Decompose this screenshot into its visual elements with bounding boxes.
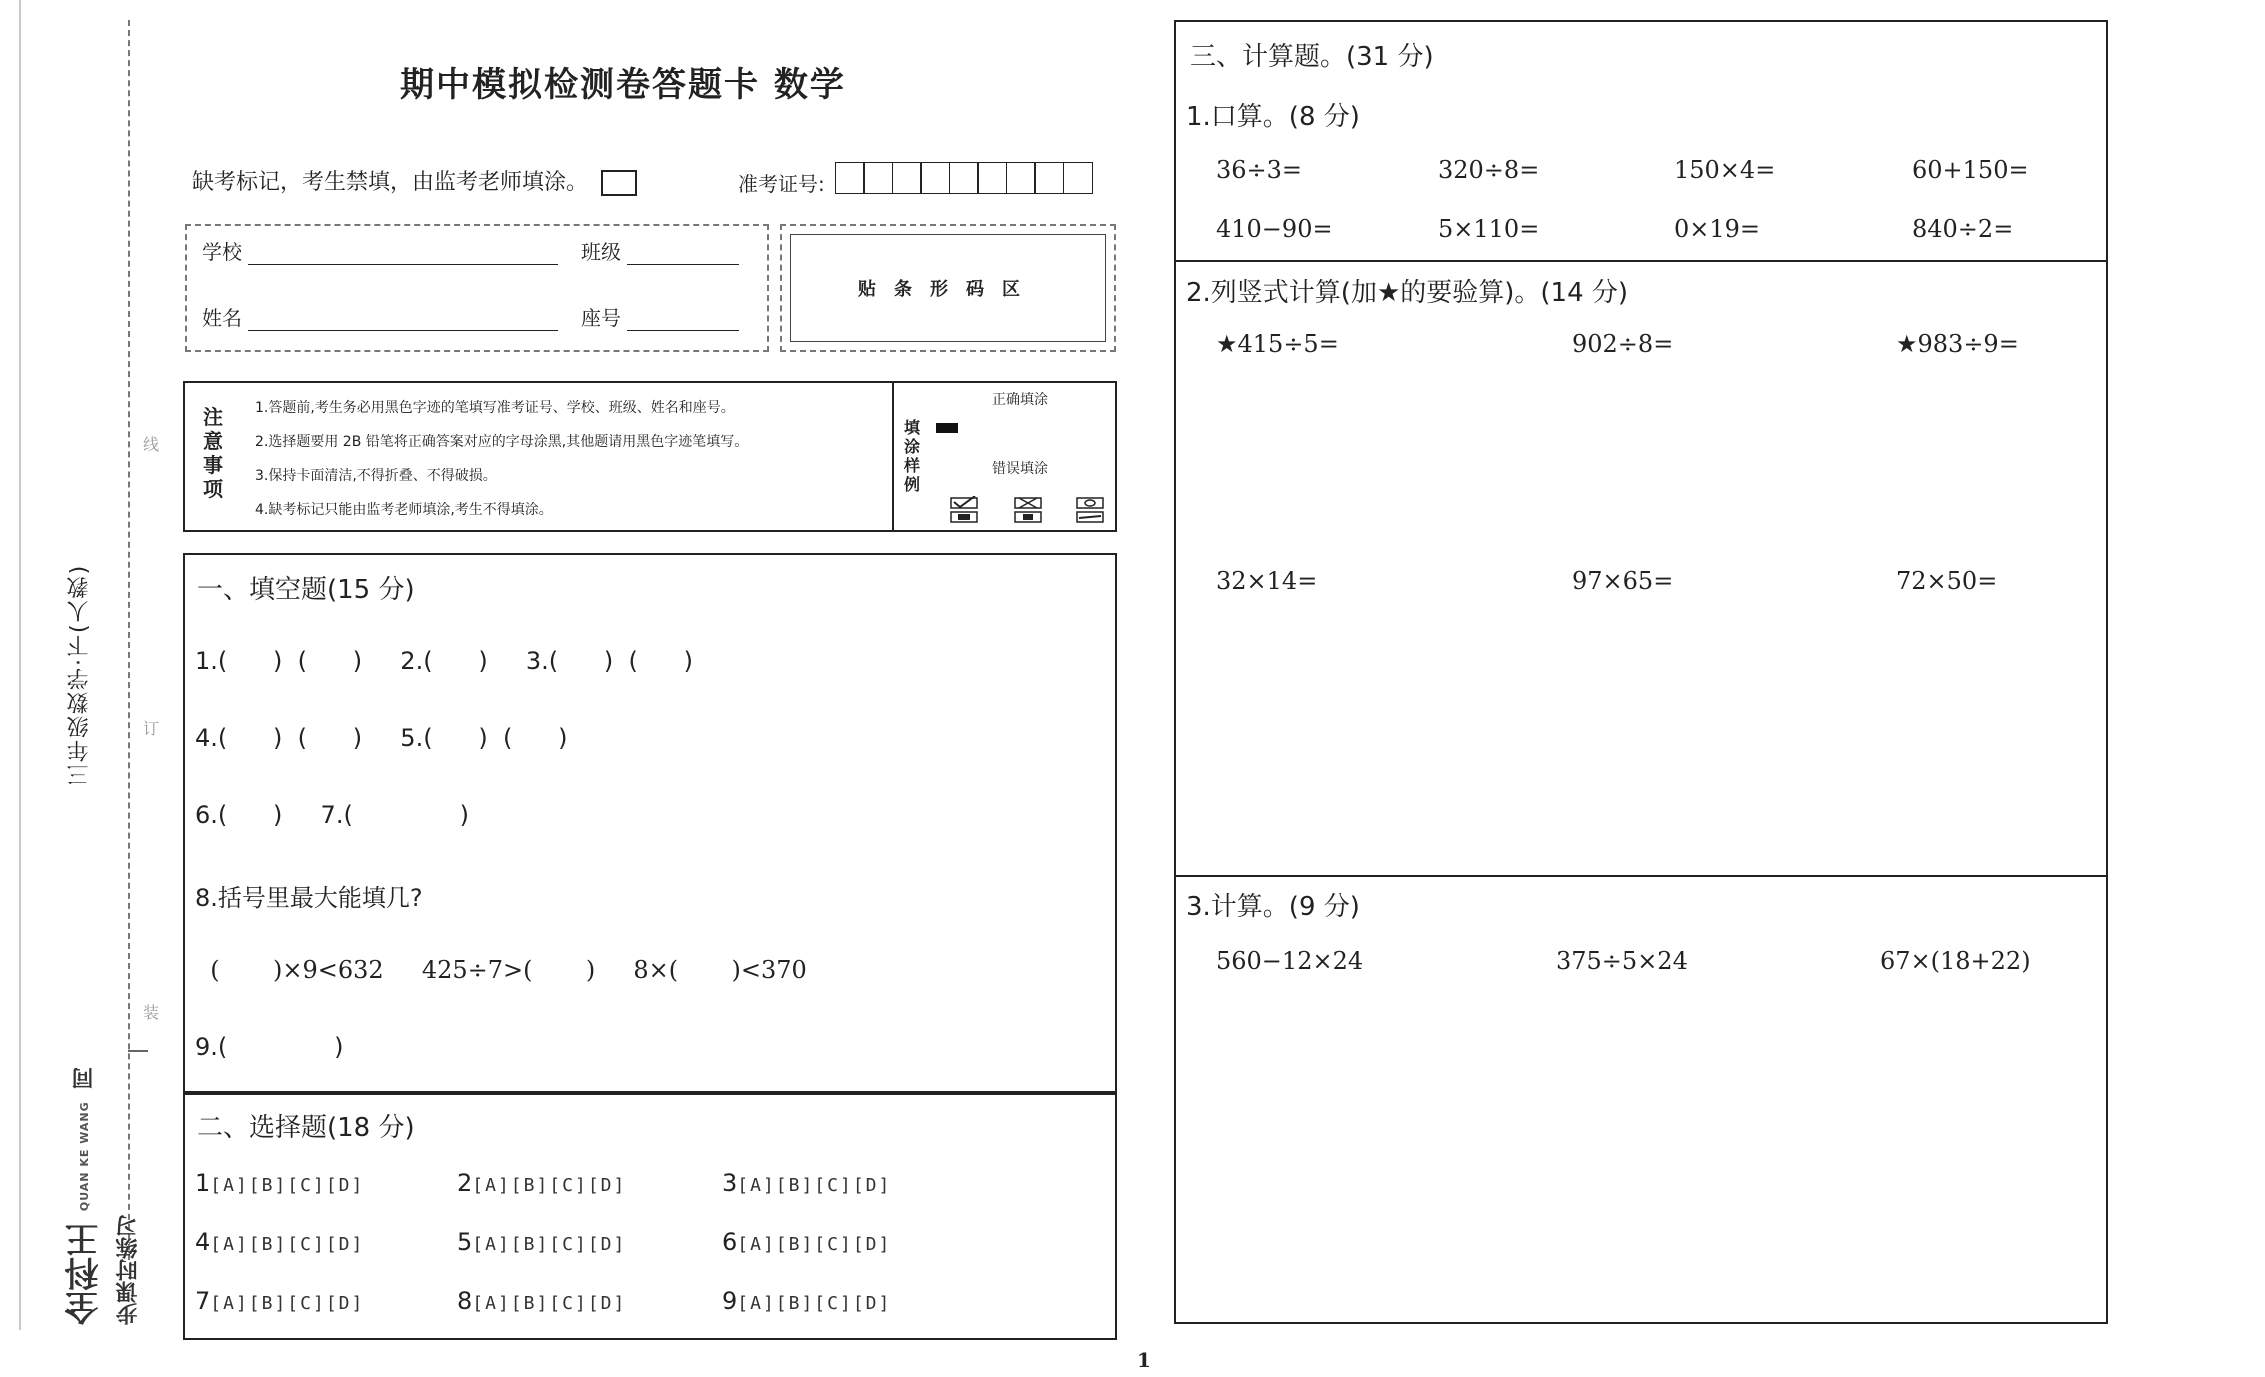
exam-no-label: 准考证号: [738, 172, 825, 196]
fill-blank-section [183, 553, 1117, 1095]
choice-q2[interactable]: 2[A][B][C][D] [457, 1169, 627, 1197]
notice-label: 注意事项 [203, 405, 223, 501]
brand-name: 全科王 [65, 1223, 105, 1325]
class-label: 班级 [581, 240, 621, 264]
oral-calc[interactable]: 410−90= [1216, 215, 1333, 243]
barcode-area [780, 224, 1116, 352]
notice-item: 2.选择题要用 2B 铅笔将正确答案对应的字母涂黑,其他题请用黑色字迹笔填写。 [255, 434, 749, 450]
choice-q8[interactable]: 8[A][B][C][D] [457, 1287, 627, 1315]
oral-calc[interactable]: 0×19= [1674, 215, 1761, 243]
choice-q1[interactable]: 1[A][B][C][D] [195, 1169, 365, 1197]
fill-line-6[interactable]: 9.( ) [195, 1033, 344, 1061]
sample-label: 填涂样例 [904, 418, 921, 494]
choice-q6[interactable]: 6[A][B][C][D] [722, 1228, 892, 1256]
vertical-calc[interactable]: 32×14= [1216, 567, 1318, 595]
brand-sub: 同步课时练习 [72, 1067, 141, 1325]
fill-line-5[interactable]: ( )×9<632 425÷7>( ) 8×( )<370 [195, 956, 807, 984]
vertical-calc[interactable]: ★983÷9= [1896, 330, 2019, 358]
vertical-calc[interactable]: 902÷8= [1572, 330, 1674, 358]
wrong-fill-samples [949, 496, 1109, 526]
page-title: 期中模拟检测卷答题卡 数学 [400, 65, 846, 105]
notice-box [183, 381, 1117, 532]
section3-title: 三、计算题。(31 分) [1190, 42, 1434, 72]
seat-field[interactable] [627, 310, 739, 331]
fill-line-1[interactable]: 1.( ) ( ) 2.( ) 3.( ) ( ) [195, 647, 693, 675]
mixed-calc[interactable]: 375÷5×24 [1556, 947, 1688, 975]
absent-mark-row [192, 165, 637, 196]
student-info-box [185, 224, 769, 352]
barcode-label: 贴条形码区 [790, 234, 1106, 342]
notice-item: 1.答题前,考生务必用黑色字迹的笔填写准考证号、学校、班级、姓名和座号。 [255, 400, 735, 416]
choice-q3[interactable]: 3[A][B][C][D] [722, 1169, 892, 1197]
page-number: 1 [1137, 1348, 1151, 1372]
school-field[interactable] [248, 244, 558, 265]
correct-fill-mark [936, 423, 958, 433]
seat-label: 座号 [581, 306, 621, 330]
choice-q5[interactable]: 5[A][B][C][D] [457, 1228, 627, 1256]
vertical-calc[interactable]: ★415÷5= [1216, 330, 1339, 358]
strip-rule [128, 1050, 148, 1052]
cut-mark-install: 装 [143, 1003, 160, 1022]
correct-label: 正确填涂 [992, 392, 1048, 408]
school-label: 学校 [202, 240, 242, 264]
notice-list [255, 391, 748, 527]
part3-title: 3.计算。(9 分) [1186, 892, 1360, 922]
wrong-label: 错误填涂 [992, 461, 1048, 477]
oral-calc[interactable]: 150×4= [1674, 156, 1776, 184]
subject-label: 三年级数学·下(人教) [67, 563, 92, 787]
part2-title: 2.列竖式计算(加★的要验算)。(14 分) [1186, 278, 1629, 308]
fill-line-4: 8.括号里最大能填几? [195, 884, 423, 912]
vertical-calc[interactable]: 72×50= [1896, 567, 1998, 595]
divider [1176, 875, 2106, 877]
choice-q7[interactable]: 7[A][B][C][D] [195, 1287, 365, 1315]
notice-item: 3.保持卡面清洁,不得折叠、不得破损。 [255, 468, 497, 484]
exam-no-boxes[interactable] [836, 162, 1093, 194]
oral-calc[interactable]: 5×110= [1438, 215, 1540, 243]
mixed-calc[interactable]: 560−12×24 [1216, 947, 1364, 975]
choice-section [183, 1091, 1117, 1340]
absent-label: 缺考标记，考生禁填，由监考老师填涂。 [192, 170, 589, 195]
oral-calc[interactable]: 840÷2= [1912, 215, 2014, 243]
class-field[interactable] [627, 244, 739, 265]
name-field[interactable] [248, 310, 558, 331]
fill-sample [892, 383, 1117, 530]
mixed-calc[interactable]: 67×(18+22) [1880, 947, 2031, 975]
part1-title: 1.口算。(8 分) [1186, 102, 1360, 132]
fill-line-2[interactable]: 4.( ) ( ) 5.( ) ( ) [195, 724, 568, 752]
vertical-calc[interactable]: 97×65= [1572, 567, 1674, 595]
section2-title: 二、选择题(18 分) [197, 1113, 415, 1143]
binding-edge [19, 0, 21, 1330]
cut-mark-line: 线 [143, 435, 160, 454]
name-label: 姓名 [202, 306, 242, 330]
oral-calc[interactable]: 36÷3= [1216, 156, 1303, 184]
absent-checkbox[interactable] [601, 170, 637, 196]
divider [1176, 260, 2106, 262]
oral-calc[interactable]: 60+150= [1912, 156, 2029, 184]
oral-calc[interactable]: 320÷8= [1438, 156, 1540, 184]
fill-line-3[interactable]: 6.( ) 7.( ) [195, 801, 469, 829]
choice-q4[interactable]: 4[A][B][C][D] [195, 1228, 365, 1256]
brand-pinyin: QUAN KE WANG [78, 1101, 91, 1212]
section1-title: 一、填空题(15 分) [197, 575, 415, 605]
brand-logo [60, 1065, 144, 1325]
calc-section [1174, 20, 2108, 1324]
notice-item: 4.缺考标记只能由监考老师填涂,考生不得填涂。 [255, 502, 553, 518]
cut-mark-bind: 订 [143, 719, 160, 738]
choice-q9[interactable]: 9[A][B][C][D] [722, 1287, 892, 1315]
